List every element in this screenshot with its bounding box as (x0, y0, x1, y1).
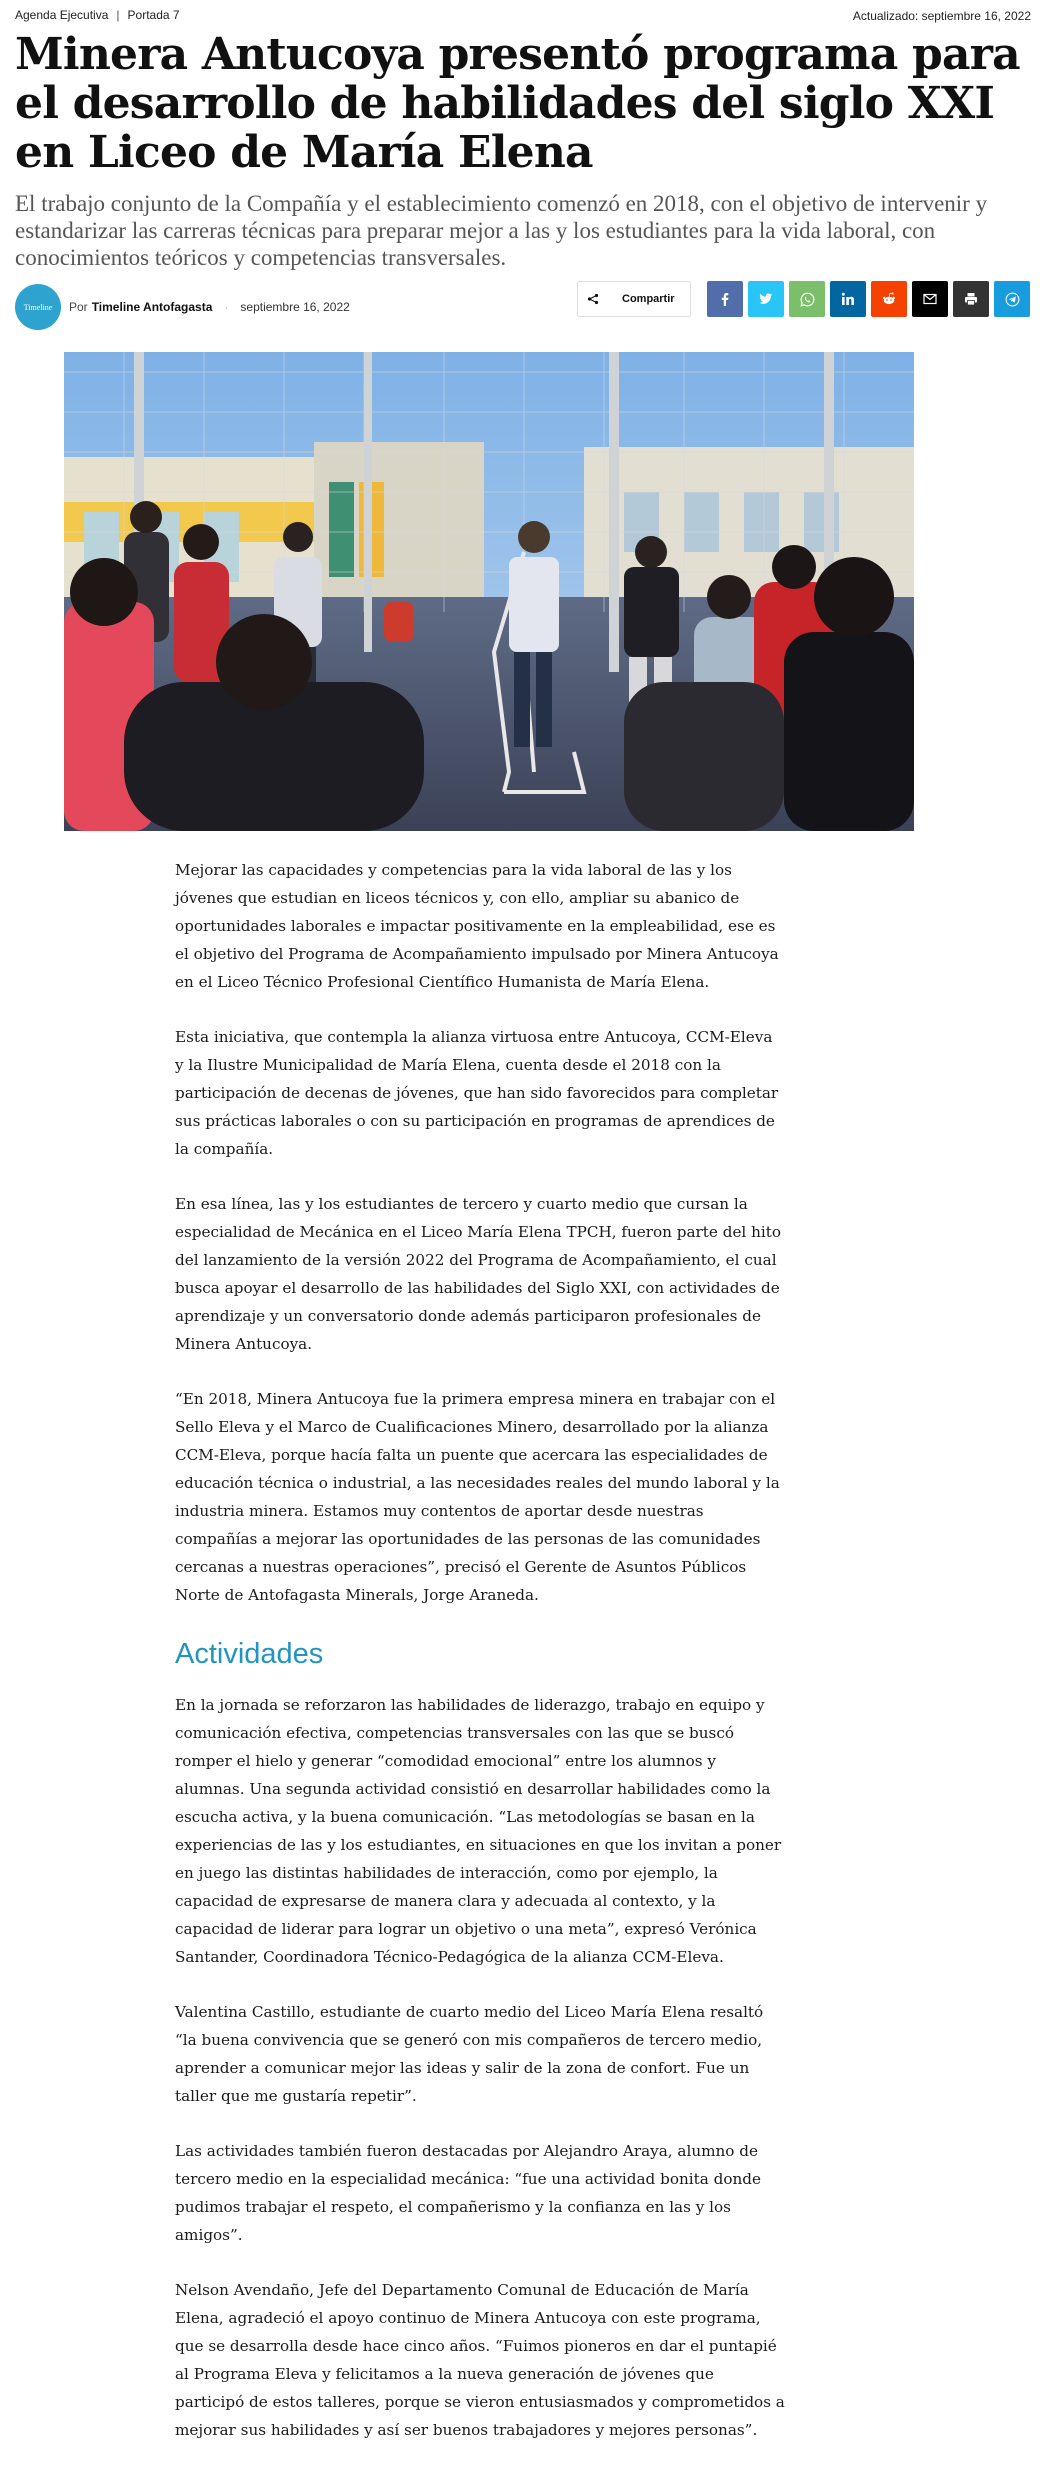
article-paragraph: Valentina Castillo, estudiante de cuarto medio del Liceo María Elena resaltó “la buena convivencia que se generó con mis compañeros de tercero medio, aprender a comunicar mejor las ideas y salir de la zona de confort. Fue un taller que me gustaría repetir”. (175, 2003, 764, 2105)
article-paragraph: “En 2018, Minera Antucoya fue la primera empresa minera en trabajar con el Sello Eleva y el Marco de Cualificaciones Minero, desarrollado por la alianza CCM-Eleva, porque hacía falta un puente que acercara las especialidades de educación técnica o industrial, a las necesidades reales del mundo laboral y la industria minera. Estamos muy contentos de aportar desde nuestras compañías a mejorar las oportunidades de las personas de las comunidades cercanas a nuestras operaciones”, precisó el Gerente de Asuntos Públicos Norte de Antofagasta Minerals, Jorge Araneda. (175, 1390, 780, 1604)
whatsapp-icon (800, 292, 815, 307)
share-icon (578, 293, 608, 305)
top-bar (15, 6, 1031, 26)
share-telegram-button[interactable] (994, 281, 1030, 317)
author-avatar[interactable]: Timeline (15, 284, 61, 330)
article-body (175, 856, 785, 2471)
share-facebook-button[interactable] (707, 281, 743, 317)
author-prefix: Por (69, 300, 88, 314)
article-paragraph: Mejorar las capacidades y competencias para la vida laboral de las y los jóvenes que estudian en liceos técnicos y, con ello, ampliar su abanico de oportunidades laborales e impactar positivamente en la empleabilidad, ese es el objetivo del Programa de Acompañamiento impulsado por Minera Antucoya en el Liceo Técnico Profesional Científico Humanista de María Elena. (175, 861, 779, 991)
share-label: Compartir (622, 293, 675, 305)
linkedin-icon (841, 292, 855, 306)
article-paragraph: Las actividades también fueron destacadas por Alejandro Araya, alumno de tercero medio en la especialidad mecánica: “fue una actividad bonita donde pudimos trabajar el respeto, el compañerismo y la confianza en las y los amigos”. (175, 2142, 761, 2244)
facebook-icon (718, 292, 732, 306)
article-paragraph: En la jornada se reforzaron las habilidades de liderazgo, trabajo en equipo y comunicación efectiva, competencias transversales con las que se buscó romper el hielo y generar “comodidad emocional” entre los alumnos y alumnas. Una segunda actividad consistió en desarrollar habilidades como la escucha activa, y la buena comunicación. “Las metodologías se basan en la experiencias de las y los estudiantes, en situaciones en que los invitan a poner en juego las distintas habilidades de interacción, como por ejemplo, la capacidad de expresarse de manera clara y adecuada al contexto, y la capacidad de liderar para lograr un objetivo o una meta”, expresó Verónica Santander, Coordinadora Técnico-Pedagógica de la alianza CCM-Eleva. (175, 1696, 782, 1966)
hero-photo (64, 352, 914, 831)
publish-date: septiembre 16, 2022 (240, 300, 350, 314)
section-heading-actividades: Actividades (175, 1638, 324, 1670)
share-whatsapp-button[interactable] (789, 281, 825, 317)
article-hero-image (64, 352, 914, 831)
breadcrumb (15, 8, 180, 22)
breadcrumb-category-agenda[interactable]: Agenda Ejecutiva (15, 8, 109, 22)
telegram-icon (1005, 292, 1020, 307)
article-paragraph: Nelson Avendaño, Jefe del Departamento Comunal de Educación de María Elena, agradeció el apoyo continuo de Minera Antucoya con este programa, que se desarrolla desde hace cinco años. “Fuimos pioneros en dar el puntapié al Programa Eleva y felicitamos a la nueva generación de jóvenes que participó de estos talleres, porque se vieron entusiasmados y comprometidos a mejorar sus habilidades y así ser buenos trabajadores y mejores personas”. (175, 2281, 785, 2439)
share-twitter-button[interactable] (748, 281, 784, 317)
author-link[interactable]: Timeline Antofagasta (91, 300, 213, 314)
article-title: Minera Antucoya presentó programa para el desarrollo de habilidades del siglo XXI en Liceo de María Elena (15, 29, 1020, 178)
share-print-button[interactable] (953, 281, 989, 317)
share-button[interactable] (577, 281, 691, 317)
article-paragraph: En esa línea, las y los estudiantes de tercero y cuarto medio que cursan la especialidad de Mecánica en el Liceo María Elena TPCH, fueron parte del hito del lanzamiento de la versión 2022 del Programa de Acompañamiento, el cual busca apoyar el desarrollo de las habilidades del Siglo XXI, con actividades de aprendizaje y un conversatorio donde además participaron profesionales de Minera Antucoya. (175, 1195, 782, 1353)
article-meta (15, 284, 350, 330)
meta-separator: · (224, 300, 229, 314)
email-icon (923, 293, 937, 305)
article-paragraph: Esta iniciativa, que contempla la alianza virtuosa entre Antucoya, CCM-Eleva y la Ilustre Municipalidad de María Elena, cuenta desde el 2018 con la participación de decenas de jóvenes, que han sido favorecidos para completar sus prácticas laborales o con su participación en programas de aprendices de la compañía. (175, 1028, 779, 1158)
share-linkedin-button[interactable] (830, 281, 866, 317)
breadcrumb-category-portada[interactable]: Portada 7 (127, 8, 180, 22)
reddit-icon (881, 291, 897, 307)
share-email-button[interactable] (912, 281, 948, 317)
updated-date: Actualizado: septiembre 16, 2022 (852, 9, 1031, 23)
twitter-icon (759, 292, 773, 306)
print-icon (964, 292, 978, 306)
share-reddit-button[interactable] (871, 281, 907, 317)
breadcrumb-separator: | (116, 8, 120, 22)
article-subtitle: El trabajo conjunto de la Compañía y el establecimiento comenzó en 2018, con el objetivo de intervenir y estandarizar las carreras técnicas para preparar mejor a las y los estudiantes para la vida laboral, con conocimientos teóricos y competencias transversales. (15, 191, 988, 270)
